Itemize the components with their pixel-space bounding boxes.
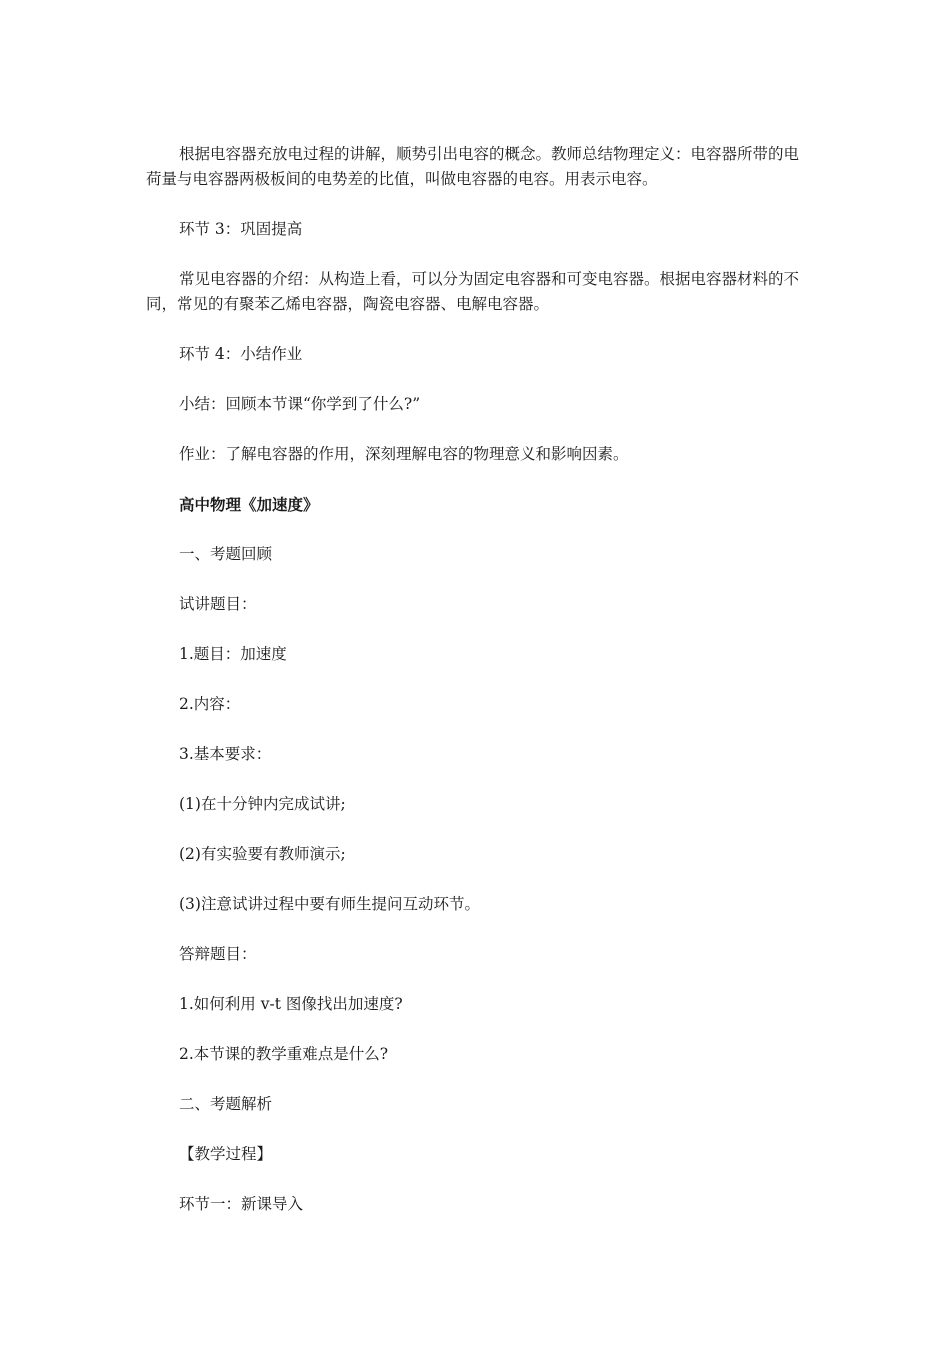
- section-heading-3: 环节 3：巩固提高: [179, 220, 303, 238]
- homework-line: 作业：了解电容器的作用，深刻理解电容的物理意义和影响因素。: [179, 445, 629, 463]
- section-heading-4: 环节 4：小结作业: [179, 345, 303, 363]
- defense-question-2: 2.本节课的教学重难点是什么?: [179, 1045, 389, 1063]
- part-one-heading: 一、考题回顾: [179, 545, 273, 563]
- trial-topic-label: 试讲题目：: [179, 595, 257, 613]
- item-requirements: 3.基本要求：: [179, 745, 272, 763]
- requirement-3: (3)注意试讲过程中要有师生提问互动环节。: [179, 895, 480, 913]
- item-content: 2.内容：: [179, 695, 241, 713]
- paragraph-capacitor-types: 常见电容器的介绍：从构造上看，可以分为固定电容器和可变电容器。根据电容器材料的不同，常见的有聚苯乙烯电容器，陶瓷电容器、电解电容器。: [146, 270, 800, 313]
- defense-topic-label: 答辩题目：: [179, 945, 257, 963]
- summary-line: 小结：回顾本节课“你学到了什么?”: [179, 395, 421, 413]
- requirement-2: (2)有实验要有教师演示;: [179, 845, 346, 863]
- defense-question-1: 1.如何利用 v-t 图像找出加速度?: [179, 995, 403, 1013]
- teaching-process-heading: 【教学过程】: [179, 1145, 273, 1163]
- item-topic: 1.题目：加速度: [179, 645, 287, 663]
- part-two-heading: 二、考题解析: [179, 1095, 273, 1113]
- lesson-title: 高中物理《加速度》: [179, 495, 319, 514]
- paragraph-capacitance-definition: 根据电容器充放电过程的讲解，顺势引出电容的概念。教师总结物理定义：电容器所带的电荷量与电容器两极板间的电势差的比值，叫做电容器的电容。用表示电容。: [146, 145, 800, 188]
- requirement-1: (1)在十分钟内完成试讲;: [179, 795, 346, 813]
- stage-one-heading: 环节一：新课导入: [179, 1195, 304, 1213]
